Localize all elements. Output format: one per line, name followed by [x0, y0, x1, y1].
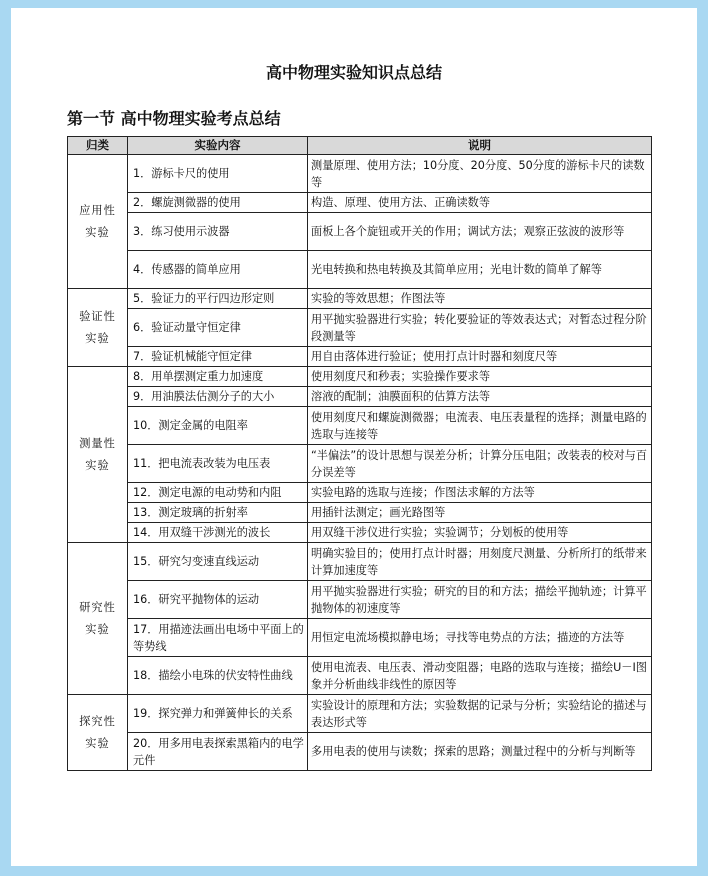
description-cell: 用双缝干涉仪进行实验；实验调节；分划板的使用等 [308, 523, 652, 543]
table-header-row [68, 137, 652, 155]
experiment-cell: 9．用油膜法估测分子的大小 [128, 387, 308, 407]
experiment-cell: 12．测定电源的电动势和内阻 [128, 483, 308, 503]
experiment-summary-table [67, 136, 652, 771]
category-label-line: 应用性 [79, 203, 116, 217]
experiment-cell: 17．用描迹法画出电场中平面上的等势线 [128, 619, 308, 657]
header-category: 归类 [68, 137, 128, 155]
experiment-cell: 14．用双缝干涉测光的波长 [128, 523, 308, 543]
description-cell: 用自由落体进行验证；使用打点计时器和刻度尺等 [308, 347, 652, 367]
description-cell: “半偏法”的设计思想与误差分析；计算分压电阻；改装表的校对与百分误差等 [308, 445, 652, 483]
experiment-cell: 7．验证机械能守恒定律 [128, 347, 308, 367]
table-row [68, 213, 652, 251]
description-cell: 多用电表的使用与读数；探索的思路；测量过程中的分析与判断等 [308, 733, 652, 771]
table-row [68, 193, 652, 213]
table-row [68, 733, 652, 771]
table-row [68, 367, 652, 387]
table-row [68, 503, 652, 523]
description-cell: 明确实验目的；使用打点计时器；用刻度尺测量、分析所打的纸带来计算加速度等 [308, 543, 652, 581]
description-cell: 测量原理、使用方法；10分度、20分度、50分度的游标卡尺的读数等 [308, 155, 652, 193]
category-cell [68, 695, 128, 771]
category-cell [68, 543, 128, 695]
table-row [68, 387, 652, 407]
document-title: 高中物理实验知识点总结 [265, 63, 442, 82]
table-row [68, 657, 652, 695]
category-label-line: 测量性 [79, 436, 116, 450]
category-label-line: 实验 [85, 225, 110, 239]
description-cell: 实验电路的选取与连接；作图法求解的方法等 [308, 483, 652, 503]
table-row [68, 407, 652, 445]
description-cell: 光电转换和热电转换及其简单应用；光电计数的简单了解等 [308, 251, 652, 289]
table-row [68, 347, 652, 367]
table-body [68, 155, 652, 771]
category-label-line: 探究性 [79, 714, 116, 728]
table-row [68, 619, 652, 657]
table-row [68, 155, 652, 193]
header-experiment: 实验内容 [128, 137, 308, 155]
description-cell: 面板上各个旋钮或开关的作用；调试方法；观察正弦波的波形等 [308, 213, 652, 251]
category-label-line: 实验 [85, 622, 110, 636]
experiment-cell: 4．传感器的简单应用 [128, 251, 308, 289]
category-cell [68, 289, 128, 367]
description-cell: 构造、原理、使用方法、正确读数等 [308, 193, 652, 213]
table-row [68, 523, 652, 543]
experiment-cell: 2．螺旋测微器的使用 [128, 193, 308, 213]
description-cell: 实验的等效思想；作图法等 [308, 289, 652, 309]
experiment-cell: 13．测定玻璃的折射率 [128, 503, 308, 523]
category-cell [68, 155, 128, 289]
experiment-cell: 20．用多用电表探索黑箱内的电学元件 [128, 733, 308, 771]
table-row [68, 581, 652, 619]
table-row [68, 309, 652, 347]
document-page [11, 8, 697, 866]
description-cell: 用插针法测定；画光路图等 [308, 503, 652, 523]
description-cell: 用平抛实验器进行实验；转化要验证的等效表达式；对暂态过程分阶段测量等 [308, 309, 652, 347]
experiment-cell: 5．验证力的平行四边形定则 [128, 289, 308, 309]
header-description: 说明 [308, 137, 652, 155]
category-cell [68, 367, 128, 543]
table-row [68, 543, 652, 581]
experiment-cell: 16．研究平抛物体的运动 [128, 581, 308, 619]
table-row [68, 483, 652, 503]
experiment-cell: 1．游标卡尺的使用 [128, 155, 308, 193]
experiment-cell: 6．验证动量守恒定律 [128, 309, 308, 347]
description-cell: 使用刻度尺和秒表；实验操作要求等 [308, 367, 652, 387]
category-label-line: 实验 [85, 736, 110, 750]
table-row [68, 289, 652, 309]
category-label-line: 实验 [85, 458, 110, 472]
experiment-cell: 11．把电流表改装为电压表 [128, 445, 308, 483]
category-label-line: 验证性 [79, 309, 116, 323]
experiment-cell: 19．探究弹力和弹簧伸长的关系 [128, 695, 308, 733]
section-heading: 第一节 高中物理实验考点总结 [67, 109, 281, 128]
description-cell: 溶液的配制；油膜面积的估算方法等 [308, 387, 652, 407]
experiment-cell: 8．用单摆测定重力加速度 [128, 367, 308, 387]
experiment-cell: 10．测定金属的电阻率 [128, 407, 308, 445]
description-cell: 使用电流表、电压表、滑动变阻器；电路的选取与连接；描绘U－I图象并分析曲线非线性的原因等 [308, 657, 652, 695]
description-cell: 实验设计的原理和方法；实验数据的记录与分析；实验结论的描述与表达形式等 [308, 695, 652, 733]
category-label-line: 研究性 [79, 600, 116, 614]
table-row [68, 445, 652, 483]
description-cell: 用平抛实验器进行实验；研究的目的和方法；描绘平抛轨迹；计算平抛物体的初速度等 [308, 581, 652, 619]
experiment-cell: 3．练习使用示波器 [128, 213, 308, 251]
table-row [68, 695, 652, 733]
description-cell: 使用刻度尺和螺旋测微器；电流表、电压表量程的选择；测量电路的选取与连接等 [308, 407, 652, 445]
experiment-cell: 15．研究匀变速直线运动 [128, 543, 308, 581]
experiment-cell: 18．描绘小电珠的伏安特性曲线 [128, 657, 308, 695]
description-cell: 用恒定电流场模拟静电场；寻找等电势点的方法；描迹的方法等 [308, 619, 652, 657]
table-row [68, 251, 652, 289]
category-label-line: 实验 [85, 331, 110, 345]
